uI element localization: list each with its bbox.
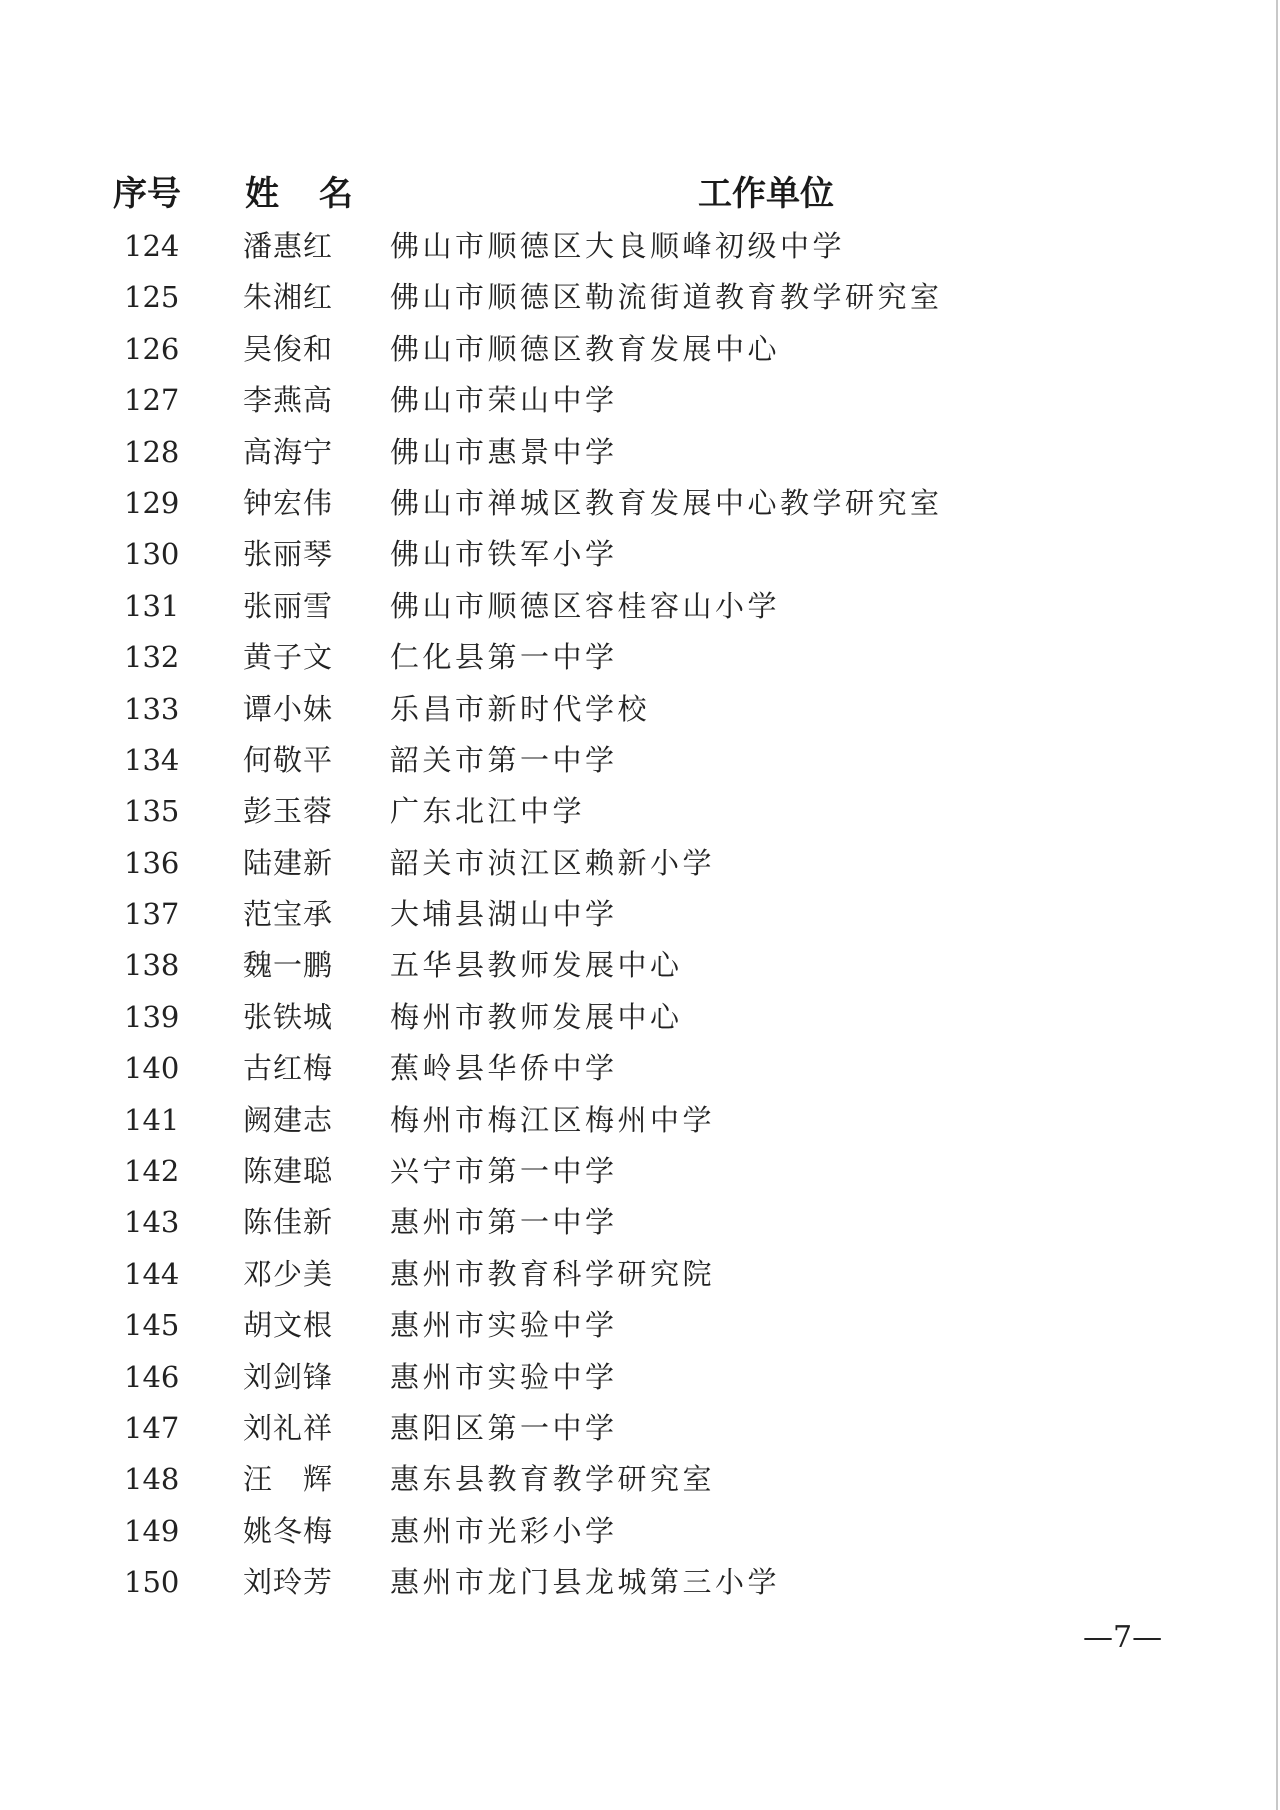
- row-seq: 141: [124, 1102, 180, 1137]
- row-seq: 124: [124, 229, 180, 263]
- row-name: 陆建新: [243, 845, 334, 880]
- row-seq: 129: [124, 485, 180, 520]
- header-seq: 序号: [113, 174, 181, 214]
- table-row: [0, 632, 1280, 683]
- row-name: 刘礼祥: [243, 1410, 334, 1445]
- table-row: [0, 1557, 1280, 1608]
- table-row: [0, 684, 1280, 735]
- table-row: [0, 1352, 1280, 1403]
- row-unit: 惠州市光彩小学: [390, 1513, 618, 1548]
- row-name: 邓少美: [243, 1256, 334, 1291]
- table-row: [0, 1506, 1280, 1557]
- table-row: [0, 1403, 1280, 1454]
- row-seq: 131: [124, 588, 180, 623]
- row-unit: 五华县教师发展中心: [390, 948, 683, 983]
- row-name: 魏一鹏: [243, 948, 334, 983]
- row-name: 姚冬梅: [243, 1513, 334, 1548]
- row-name: 谭小妹: [243, 691, 334, 726]
- roster-table-body: [0, 221, 1280, 1609]
- row-unit: 兴宁市第一中学: [390, 1154, 618, 1189]
- table-row: [0, 735, 1280, 786]
- row-unit: 惠州市龙门县龙城第三小学: [390, 1565, 781, 1600]
- table-row: [0, 786, 1280, 837]
- row-seq: 125: [124, 280, 180, 315]
- row-unit: 佛山市顺德区容桂容山小学: [390, 588, 781, 623]
- row-seq: 130: [124, 537, 180, 572]
- row-name: 高海宁: [243, 434, 334, 469]
- row-name: 陈建聪: [243, 1154, 334, 1189]
- row-seq: 134: [124, 742, 180, 777]
- row-name: 陈佳新: [243, 1205, 334, 1240]
- row-unit: 梅州市教师发展中心: [390, 999, 683, 1034]
- table-row: [0, 1300, 1280, 1351]
- row-unit: 梅州市梅江区梅州中学: [390, 1102, 716, 1137]
- row-seq: 132: [124, 640, 180, 675]
- table-row: [0, 221, 1280, 272]
- row-unit: 佛山市荣山中学: [390, 383, 618, 418]
- row-seq: 128: [124, 434, 180, 469]
- row-name: 汪 辉: [243, 1462, 334, 1497]
- table-row: [0, 940, 1280, 991]
- table-row: [0, 889, 1280, 940]
- row-seq: 136: [124, 845, 180, 880]
- row-name: 李燕高: [243, 383, 334, 418]
- row-name: 刘剑锋: [243, 1359, 334, 1394]
- row-seq: 139: [124, 999, 180, 1034]
- row-seq: 148: [124, 1462, 180, 1497]
- row-unit: 佛山市铁军小学: [390, 537, 618, 572]
- row-name: 潘惠红: [243, 229, 334, 263]
- row-unit: 惠东县教育教学研究室: [390, 1462, 716, 1497]
- row-seq: 142: [124, 1154, 180, 1189]
- row-name: 彭玉蓉: [243, 794, 334, 829]
- table-row: [0, 838, 1280, 889]
- row-seq: 147: [124, 1410, 180, 1445]
- row-name: 阙建志: [243, 1102, 334, 1137]
- row-name: 何敬平: [243, 742, 334, 777]
- table-row: [0, 581, 1280, 632]
- row-name: 张丽琴: [243, 537, 334, 572]
- row-seq: 145: [124, 1308, 180, 1343]
- row-seq: 135: [124, 794, 180, 829]
- table-row: [0, 1249, 1280, 1300]
- table-row: [0, 272, 1280, 323]
- header-name: 姓 名: [245, 174, 367, 214]
- row-unit: 蕉岭县华侨中学: [390, 1051, 618, 1086]
- row-unit: 佛山市禅城区教育发展中心教学研究室: [390, 485, 943, 520]
- row-seq: 144: [124, 1256, 180, 1291]
- row-unit: 佛山市惠景中学: [390, 434, 618, 469]
- row-unit: 惠州市教育科学研究院: [390, 1256, 716, 1291]
- row-unit: 惠州市实验中学: [390, 1359, 618, 1394]
- row-unit: 佛山市顺德区大良顺峰初级中学: [390, 229, 846, 263]
- table-row: [0, 529, 1280, 580]
- row-name: 范宝承: [243, 897, 334, 932]
- row-seq: 149: [124, 1513, 180, 1548]
- row-unit: 韶关市浈江区赖新小学: [390, 845, 716, 880]
- row-seq: 150: [124, 1565, 180, 1600]
- row-seq: 146: [124, 1359, 180, 1394]
- row-unit: 佛山市顺德区勒流街道教育教学研究室: [390, 280, 943, 315]
- table-row: [0, 1146, 1280, 1197]
- row-name: 胡文根: [243, 1308, 334, 1343]
- row-seq: 126: [124, 331, 180, 366]
- row-unit: 广东北江中学: [390, 794, 586, 829]
- row-seq: 138: [124, 948, 180, 983]
- table-row: [0, 375, 1280, 426]
- table-header: [0, 168, 1280, 220]
- table-row: [0, 324, 1280, 375]
- row-name: 朱湘红: [243, 280, 334, 315]
- row-name: 张丽雪: [243, 588, 334, 623]
- row-name: 古红梅: [243, 1051, 334, 1086]
- table-row: [0, 1197, 1280, 1248]
- row-seq: 133: [124, 691, 180, 726]
- row-name: 黄子文: [243, 640, 334, 675]
- row-unit: 大埔县湖山中学: [390, 897, 618, 932]
- row-name: 吴俊和: [243, 331, 334, 366]
- header-unit: 工作单位: [698, 174, 834, 214]
- table-row: [0, 1454, 1280, 1505]
- row-seq: 143: [124, 1205, 180, 1240]
- row-name: 刘玲芳: [243, 1565, 334, 1600]
- table-row: [0, 992, 1280, 1043]
- row-unit: 惠州市第一中学: [390, 1205, 618, 1240]
- row-unit: 乐昌市新时代学校: [390, 691, 651, 726]
- row-seq: 140: [124, 1051, 180, 1086]
- page-number: —7—: [1083, 1620, 1163, 1655]
- row-unit: 佛山市顺德区教育发展中心: [390, 331, 781, 366]
- table-row: [0, 1043, 1280, 1094]
- table-row: [0, 1095, 1280, 1146]
- row-seq: 127: [124, 383, 180, 418]
- row-unit: 惠阳区第一中学: [390, 1410, 618, 1445]
- row-seq: 137: [124, 897, 180, 932]
- row-unit: 韶关市第一中学: [390, 742, 618, 777]
- row-unit: 惠州市实验中学: [390, 1308, 618, 1343]
- row-unit: 仁化县第一中学: [390, 640, 618, 675]
- row-name: 张铁城: [243, 999, 334, 1034]
- table-row: [0, 478, 1280, 529]
- row-name: 钟宏伟: [243, 485, 334, 520]
- table-row: [0, 427, 1280, 478]
